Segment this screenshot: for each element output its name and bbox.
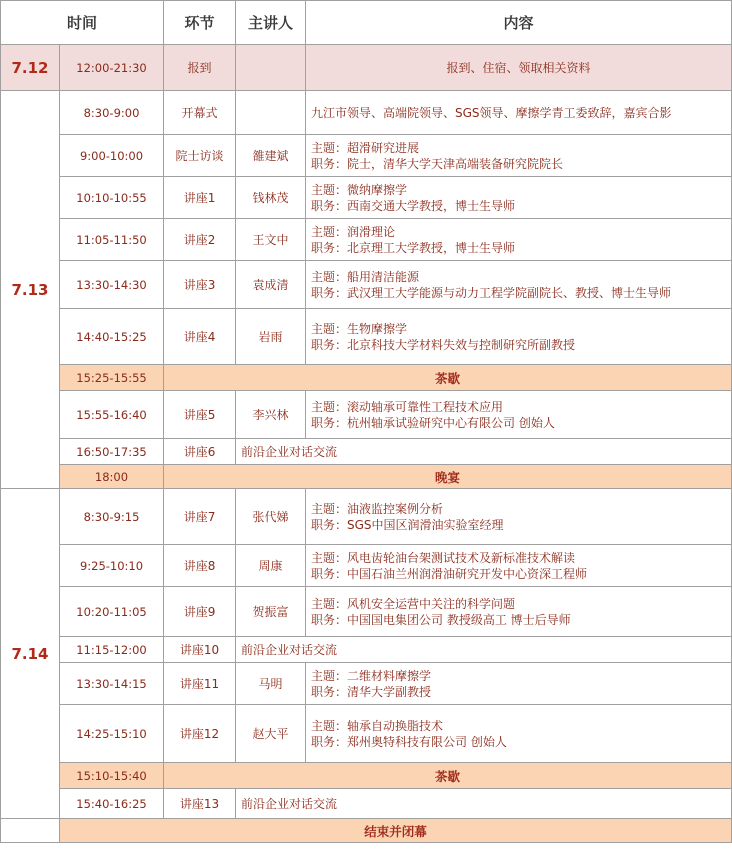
session-cell: 讲座6 bbox=[164, 439, 236, 465]
content-topic: 主题：润滑理论 bbox=[311, 224, 396, 239]
content-cell bbox=[306, 545, 732, 587]
time-cell: 15:55-16:40 bbox=[60, 391, 164, 439]
header-session: 环节 bbox=[164, 1, 236, 45]
break-row bbox=[1, 365, 732, 391]
speaker-cell: 李兴林 bbox=[236, 391, 306, 439]
content-position: 职务：院士，清华大学天津高端装备研究院院长 bbox=[311, 156, 564, 171]
header-time: 时间 bbox=[1, 1, 164, 45]
content-cell bbox=[306, 309, 732, 365]
table-row bbox=[1, 135, 732, 177]
content-topic: 主题：生物摩擦学 bbox=[311, 321, 408, 336]
time-cell: 15:25-15:55 bbox=[60, 365, 164, 391]
merged-content-cell: 前沿企业对话交流 bbox=[236, 637, 732, 663]
table-row bbox=[1, 663, 732, 705]
table-row bbox=[1, 705, 732, 763]
content-cell bbox=[306, 587, 732, 637]
time-cell: 16:50-17:35 bbox=[60, 439, 164, 465]
content-position: 职务：中国石油兰州润滑油研究开发中心资深工程师 bbox=[311, 566, 588, 581]
session-cell: 讲座3 bbox=[164, 261, 236, 309]
table-row bbox=[1, 391, 732, 439]
session-cell: 讲座12 bbox=[164, 705, 236, 763]
header-speaker: 主讲人 bbox=[236, 1, 306, 45]
table-row bbox=[1, 219, 732, 261]
table-row bbox=[1, 637, 732, 663]
content-cell bbox=[306, 489, 732, 545]
table-row bbox=[1, 45, 732, 91]
speaker-cell: 贺振富 bbox=[236, 587, 306, 637]
speaker-cell bbox=[236, 45, 306, 91]
speaker-cell: 岩雨 bbox=[236, 309, 306, 365]
content-position: 职务：SGS中国区润滑油实验室经理 bbox=[311, 517, 504, 532]
content-topic: 主题：超滑研究进展 bbox=[311, 140, 420, 155]
session-cell: 讲座4 bbox=[164, 309, 236, 365]
closing-cell: 结束并闭幕 bbox=[60, 819, 732, 843]
table-row bbox=[1, 587, 732, 637]
session-cell: 讲座5 bbox=[164, 391, 236, 439]
content-cell bbox=[306, 219, 732, 261]
empty-date-cell bbox=[1, 819, 60, 843]
time-cell: 8:30-9:15 bbox=[60, 489, 164, 545]
break-cell: 茶歇 bbox=[164, 365, 732, 391]
content-topic: 主题：风电齿轮油台架测试技术及新标准技术解读 bbox=[311, 550, 576, 565]
content-cell bbox=[306, 91, 732, 135]
session-cell: 讲座8 bbox=[164, 545, 236, 587]
content-topic: 主题：风机安全运营中关注的科学问题 bbox=[311, 596, 516, 611]
time-cell: 11:15-12:00 bbox=[60, 637, 164, 663]
content-topic: 主题：二维材料摩擦学 bbox=[311, 668, 432, 683]
speaker-cell: 袁成清 bbox=[236, 261, 306, 309]
content-position: 职务：杭州轴承试验研究中心有限公司 创始人 bbox=[311, 415, 555, 430]
merged-content-cell: 前沿企业对话交流 bbox=[236, 789, 732, 819]
table-row bbox=[1, 91, 732, 135]
table-row bbox=[1, 439, 732, 465]
time-cell: 14:25-15:10 bbox=[60, 705, 164, 763]
time-cell: 9:00-10:00 bbox=[60, 135, 164, 177]
content-position: 职务：清华大学副教授 bbox=[311, 684, 432, 699]
closing-row bbox=[1, 819, 732, 843]
time-cell: 11:05-11:50 bbox=[60, 219, 164, 261]
speaker-cell: 赵大平 bbox=[236, 705, 306, 763]
content-cell bbox=[306, 261, 732, 309]
table-row bbox=[1, 545, 732, 587]
break-cell: 晚宴 bbox=[164, 465, 732, 489]
session-cell: 讲座10 bbox=[164, 637, 236, 663]
content-line: 九江市领导、高端院领导、SGS领导、摩擦学青工委致辞，嘉宾合影 bbox=[311, 105, 672, 120]
header-row bbox=[1, 1, 732, 45]
time-cell: 8:30-9:00 bbox=[60, 91, 164, 135]
time-cell: 9:25-10:10 bbox=[60, 545, 164, 587]
table-row bbox=[1, 261, 732, 309]
merged-content-cell: 前沿企业对话交流 bbox=[236, 439, 732, 465]
content-cell bbox=[306, 177, 732, 219]
date-cell: 7.14 bbox=[1, 489, 60, 819]
session-cell: 讲座13 bbox=[164, 789, 236, 819]
break-row bbox=[1, 465, 732, 489]
time-cell: 14:40-15:25 bbox=[60, 309, 164, 365]
header-content: 内容 bbox=[306, 1, 732, 45]
content-position: 职务：武汉理工大学能源与动力工程学院副院长、教授、博士生导师 bbox=[311, 285, 672, 300]
time-cell: 12:00-21:30 bbox=[60, 45, 164, 91]
break-row bbox=[1, 763, 732, 789]
session-cell: 讲座2 bbox=[164, 219, 236, 261]
session-cell: 讲座11 bbox=[164, 663, 236, 705]
time-cell: 10:20-11:05 bbox=[60, 587, 164, 637]
content-cell bbox=[306, 705, 732, 763]
content-position: 职务：北京科技大学材料失效与控制研究所副教授 bbox=[311, 337, 576, 352]
speaker-cell bbox=[236, 91, 306, 135]
time-cell: 15:40-16:25 bbox=[60, 789, 164, 819]
time-cell: 15:10-15:40 bbox=[60, 763, 164, 789]
session-cell: 讲座1 bbox=[164, 177, 236, 219]
speaker-cell: 张代娣 bbox=[236, 489, 306, 545]
session-cell: 院士访谈 bbox=[164, 135, 236, 177]
time-cell: 10:10-10:55 bbox=[60, 177, 164, 219]
speaker-cell: 周康 bbox=[236, 545, 306, 587]
speaker-cell: 雒建斌 bbox=[236, 135, 306, 177]
content-cell bbox=[306, 135, 732, 177]
session-cell: 开幕式 bbox=[164, 91, 236, 135]
session-cell: 报到 bbox=[164, 45, 236, 91]
content-topic: 主题：轴承自动换脂技术 bbox=[311, 718, 444, 733]
content-topic: 主题：油液监控案例分析 bbox=[311, 501, 444, 516]
content-cell bbox=[306, 391, 732, 439]
date-cell: 7.12 bbox=[1, 45, 60, 91]
speaker-cell: 钱林茂 bbox=[236, 177, 306, 219]
table-row bbox=[1, 309, 732, 365]
speaker-cell: 王文中 bbox=[236, 219, 306, 261]
content-topic: 主题：微纳摩擦学 bbox=[311, 182, 408, 197]
content-position: 职务：郑州奥特科技有限公司 创始人 bbox=[311, 734, 507, 749]
speaker-cell: 马明 bbox=[236, 663, 306, 705]
content-position: 职务：北京理工大学教授，博士生导师 bbox=[311, 240, 516, 255]
table-row bbox=[1, 489, 732, 545]
content-topic: 主题：滚动轴承可靠性工程技术应用 bbox=[311, 399, 504, 414]
date-cell: 7.13 bbox=[1, 91, 60, 489]
break-cell: 茶歇 bbox=[164, 763, 732, 789]
table-row bbox=[1, 789, 732, 819]
content-position: 职务：中国国电集团公司 教授级高工 博士后导师 bbox=[311, 612, 571, 627]
session-cell: 讲座9 bbox=[164, 587, 236, 637]
content-cell bbox=[306, 663, 732, 705]
session-cell: 讲座7 bbox=[164, 489, 236, 545]
content-position: 职务：西南交通大学教授，博士生导师 bbox=[311, 198, 516, 213]
content-cell: 报到、住宿、领取相关资料 bbox=[306, 45, 732, 91]
time-cell: 13:30-14:30 bbox=[60, 261, 164, 309]
time-cell: 13:30-14:15 bbox=[60, 663, 164, 705]
time-cell: 18:00 bbox=[60, 465, 164, 489]
content-topic: 主题：船用清洁能源 bbox=[311, 269, 420, 284]
table-row bbox=[1, 177, 732, 219]
